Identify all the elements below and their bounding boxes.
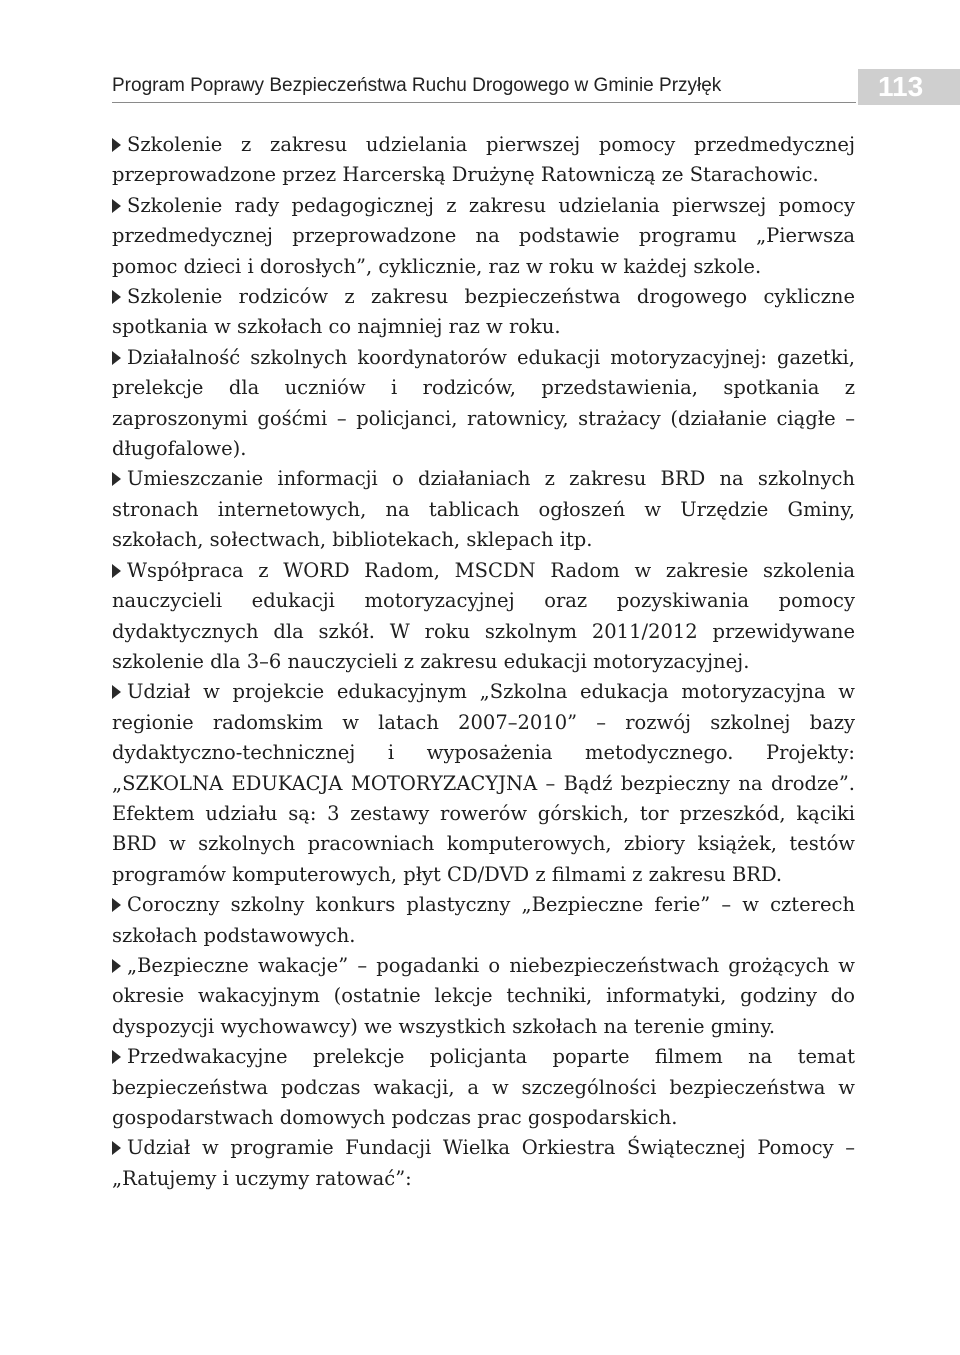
bullet-icon bbox=[112, 138, 121, 152]
running-header bbox=[112, 74, 856, 103]
list-item bbox=[112, 1042, 855, 1133]
list-item-text: Szkolenie z zakresu udzielania pierwszej pomocy przedmedycznej przeprowadzone przez Harcerską Drużynę Ratowniczą ze Starachowic. bbox=[112, 133, 855, 187]
list-item bbox=[112, 191, 855, 282]
list-item-text: Udział w projekcie edukacyjnym „Szkolna edukacja motoryzacyjna w regionie radomskim w latach 2007–2010” – rozwój szkolnej bazy dydaktyczno-technicznej i wyposażenia metodycznego. Projekty: „SZKOLNA EDUKACJA MOTORYZACYJNA – Bądź bezpieczny na drodze”. Efektem udziału są: 3 zestawy rowerów górskich, tor przeszkód, kąciki BRD w szkolnych pracowniach komputerowych, zbiory książek, testów programów komputerowych, płyt CD/DVD z filmami z zakresu BRD. bbox=[112, 680, 855, 886]
bullet-list bbox=[112, 130, 855, 1194]
bullet-icon bbox=[112, 290, 121, 304]
list-item bbox=[112, 556, 855, 678]
list-item-text: Szkolenie rodziców z zakresu bezpieczeństwa drogowego cykliczne spotkania w szkołach co najmniej raz w roku. bbox=[112, 285, 855, 339]
bullet-icon bbox=[112, 898, 121, 912]
list-item-text: Coroczny szkolny konkurs plastyczny „Bezpieczne ferie” – w czterech szkołach podstawowych. bbox=[112, 893, 855, 947]
bullet-icon bbox=[112, 959, 121, 973]
list-item-text: „Bezpieczne wakacje” – pogadanki o niebezpieczeństwach grożących w okresie wakacyjnym (ostatnie lekcje techniki, informatyki, godziny do dyspozycji wychowawcy) we wszystkich szkołach na terenie gminy. bbox=[112, 953, 855, 1038]
bullet-icon bbox=[112, 1050, 121, 1064]
list-item-text: Przedwakacyjne prelekcje policjanta poparte filmem na temat bezpieczeństwa podczas wakacji, a w szczególności bezpieczeństwa w gospodarstwach domowych podczas prac gospodarskich. bbox=[112, 1045, 855, 1129]
list-item bbox=[112, 951, 855, 1042]
list-item-text: Szkolenie rady pedagogicznej z zakresu udzielania pierwszej pomocy przedmedycznej przeprowadzone na podstawie programu „Pierwsza pomoc dzieci i dorosłych”, cyklicznie, raz w roku w każdej szkole. bbox=[112, 193, 855, 278]
list-item-text: Działalność szkolnych koordynatorów edukacji motoryzacyjnej: gazetki, prelekcje dla uczniów i rodziców, przedstawienia, spotkania z zaproszonymi gośćmi – policjanci, ratownicy, strażacy (działanie ciągłe – długofalowe). bbox=[112, 345, 855, 461]
list-item bbox=[112, 890, 855, 951]
list-item bbox=[112, 282, 855, 343]
bullet-icon bbox=[112, 472, 121, 486]
bullet-icon bbox=[112, 1141, 121, 1155]
bullet-icon bbox=[112, 199, 121, 213]
page-number: 113 bbox=[858, 69, 960, 105]
bullet-icon bbox=[112, 685, 121, 699]
bullet-icon bbox=[112, 351, 121, 365]
list-item bbox=[112, 130, 855, 191]
header-title: Program Poprawy Bezpieczeństwa Ruchu Drogowego w Gminie Przyłęk bbox=[112, 75, 722, 96]
list-item bbox=[112, 343, 855, 465]
list-item bbox=[112, 1133, 855, 1194]
list-item-text: Współpraca z WORD Radom, MSCDN Radom w zakresie szkolenia nauczycieli edukacji motoryzacyjnej oraz pozyskiwania pomocy dydaktycznych dla szkół. W roku szkolnym 2011/2012 przewidywane szkolenie dla 3–6 nauczycieli z zakresu edukacji motoryzacyjnej. bbox=[112, 558, 855, 673]
list-item bbox=[112, 464, 855, 555]
list-item-text: Umieszczanie informacji o działaniach z zakresu BRD na szkolnych stronach internetowych, na tablicach ogłoszeń w Urzędzie Gminy, szkołach, sołectwach, bibliotekach, sklepach itp. bbox=[112, 467, 855, 552]
bullet-icon bbox=[112, 564, 121, 578]
list-item-text: Udział w programie Fundacji Wielka Orkiestra Świątecznej Pomocy – „Ratujemy i uczymy ratować”: bbox=[112, 1136, 855, 1190]
list-item bbox=[112, 677, 855, 890]
